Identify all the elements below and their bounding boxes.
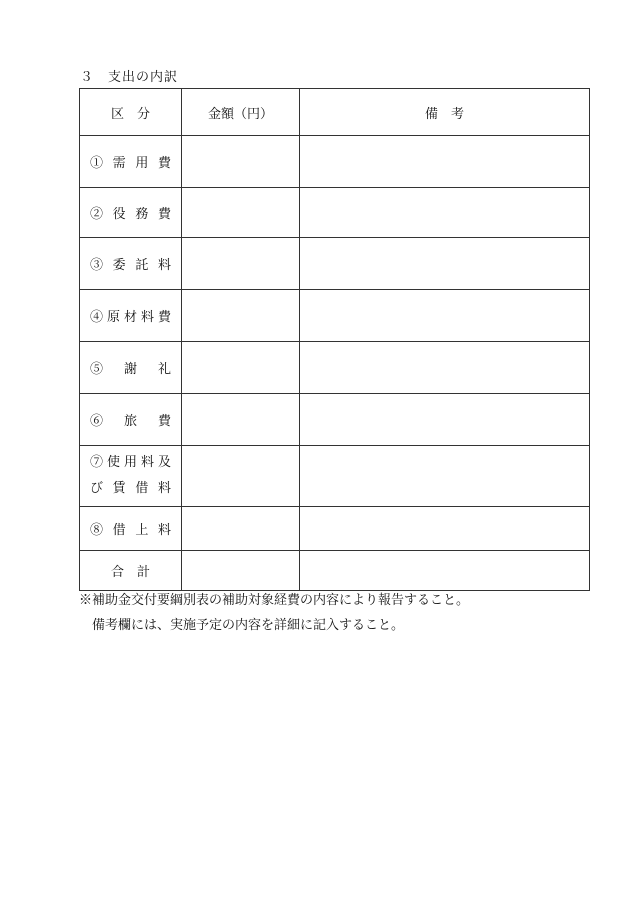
header-remarks: 備 考	[300, 89, 590, 136]
table-row	[80, 342, 590, 394]
amount-cell[interactable]	[182, 342, 300, 394]
remarks-cell[interactable]	[300, 136, 590, 188]
amount-cell[interactable]	[182, 188, 300, 238]
table-row	[80, 446, 590, 507]
row-label-travel: ⑥旅費	[80, 394, 182, 446]
total-row	[80, 551, 590, 591]
amount-cell[interactable]	[182, 238, 300, 290]
row-label-rental: ⑧借上料	[80, 507, 182, 551]
row-label-usage-fees	[80, 446, 182, 507]
remarks-cell[interactable]	[300, 394, 590, 446]
total-label: 合 計	[80, 551, 182, 591]
note-remarks-instruction: 備考欄には、実施予定の内容を詳細に記入すること。	[92, 618, 405, 633]
table-row	[80, 136, 590, 188]
row-label-services: ②役務費	[80, 188, 182, 238]
row-label-honorarium: ⑤謝礼	[80, 342, 182, 394]
row-label-line1: ⑦使用料及	[90, 455, 171, 470]
table-header-row	[80, 89, 590, 136]
header-amount: 金額（円）	[182, 89, 300, 136]
row-label-materials: ④原材料費	[80, 290, 182, 342]
remarks-cell[interactable]	[300, 507, 590, 551]
expense-breakdown-table	[79, 88, 590, 591]
table-row	[80, 238, 590, 290]
amount-cell[interactable]	[182, 290, 300, 342]
table-row	[80, 507, 590, 551]
table-row	[80, 394, 590, 446]
row-label-line2: び賃借料	[90, 481, 171, 496]
header-category: 区 分	[80, 89, 182, 136]
remarks-cell[interactable]	[300, 290, 590, 342]
section-title: ３ 支出の内訳	[80, 70, 179, 85]
table-row	[80, 188, 590, 238]
amount-cell[interactable]	[182, 446, 300, 507]
row-label-supplies: ①需用費	[80, 136, 182, 188]
notes	[79, 588, 469, 638]
remarks-cell[interactable]	[300, 238, 590, 290]
amount-cell[interactable]	[182, 394, 300, 446]
amount-cell[interactable]	[182, 136, 300, 188]
remarks-cell[interactable]	[300, 188, 590, 238]
note-report-basis: ※補助金交付要綱別表の補助対象経費の内容により報告すること。	[79, 593, 470, 608]
total-amount-cell[interactable]	[182, 551, 300, 591]
table-row	[80, 290, 590, 342]
amount-cell[interactable]	[182, 507, 300, 551]
remarks-cell[interactable]	[300, 446, 590, 507]
total-remarks-cell[interactable]	[300, 551, 590, 591]
row-label-outsourcing: ③委託料	[80, 238, 182, 290]
remarks-cell[interactable]	[300, 342, 590, 394]
